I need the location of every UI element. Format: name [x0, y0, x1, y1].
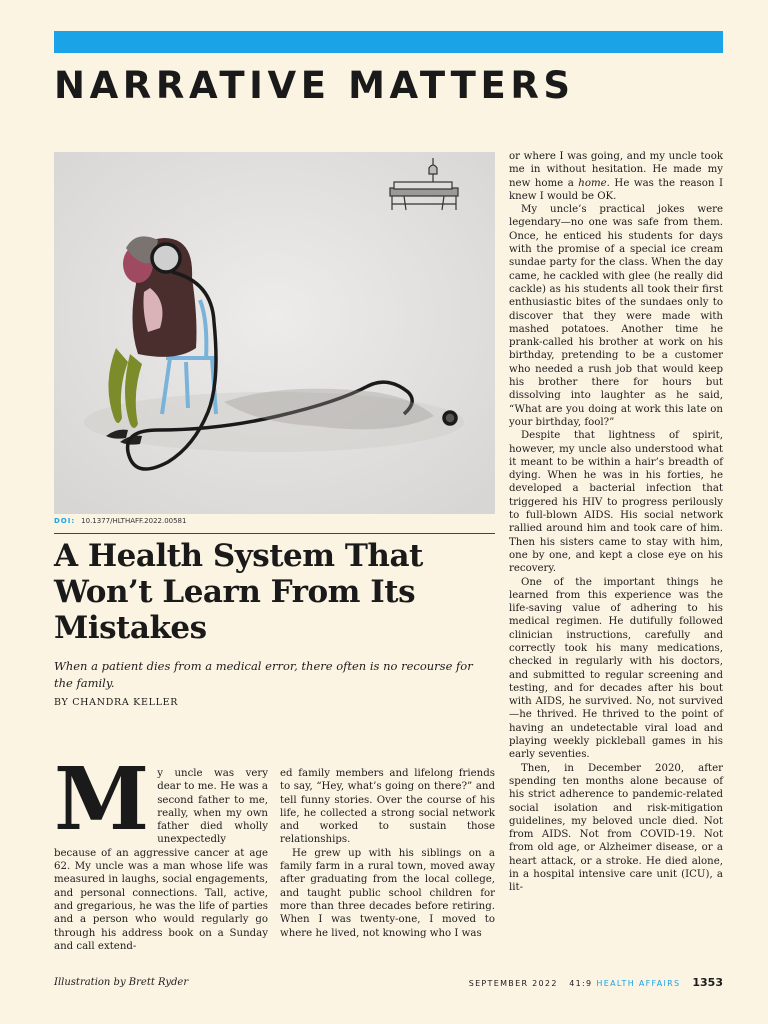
paragraph: My uncle’s practical jokes were legendary—no one was safe from them. Once, he enticed his students for days with the promise of a special ice cream sundae party for the class. When the day came, he cackled with glee (he really did cackle) as his students all took their first enthusiastic bites of the sundaes only to discover that they were made with mashed potatoes. Another time he prank-called his brother at work on his birthday, pretending to be a customer who needed a rush job that would keep his brother there for hours but dissolving into laughter as he said, “What are you doing at work this late on your birthday, fool?”: [509, 204, 723, 428]
paragraph: He grew up with his siblings on a family farm in a rural town, moved away after graduating from the local college, and taught public school children for more than three decades before retiring. When I was twenty-one, I moved to where he lived, not knowing who I was: [280, 847, 495, 939]
page-footer: [54, 976, 723, 992]
body-column-1: [54, 749, 268, 953]
paragraph: Then, in December 2020, after spending ten months alone because of his strict adherence to pandemic-related social isolation and risk-mitigation guidelines, my beloved uncle died. Not from AIDS. Not from COVID-19. Not from old age, or Alzheimer disease, or a heart attack, or a stroke. He died alone, in a hospital intensive care unit (ICU), a lit-: [509, 762, 723, 894]
body-column-2: [280, 767, 495, 940]
paragraph: One of the important things he learned from this experience was the life-saving value of adhering to his medical regimen. He dutifully followed clinician instructions, carefully and correctly took his many medications, checked in regularly with his doctors, and submitted to regular screening and testing, and for decades after his bout with AIDS, he survived. No, not survived—he thrived. He thrived to the point of having an undetectable viral load and playing weekly pickleball games in his early seventies.: [509, 576, 723, 761]
footer-issue-info: [469, 976, 723, 989]
section-color-bar: [54, 31, 723, 53]
paragraph: [509, 150, 723, 203]
doi-line: [54, 517, 186, 525]
headline-divider: [54, 533, 495, 534]
article-byline: BY CHANDRA KELLER: [54, 697, 179, 708]
page-number: 1353: [692, 976, 723, 989]
issue-date: SEPTEMBER 2022 41:9: [468, 979, 593, 988]
doi-label: DOI:: [54, 517, 76, 525]
article-illustration: [54, 152, 495, 514]
section-title: NARRATIVE MATTERS: [54, 64, 575, 107]
paragraph: Despite that lightness of spirit, however, my uncle also understood what it meant to be within a hair’s breadth of dying. When he was in his forties, he developed a bacterial infection that triggered his HIV to progress perilously to full-blown AIDS. His social network rallied around him and took care of him. Then his sisters came to stay with him, one by one, and kept a close eye on his recovery.: [509, 430, 723, 575]
body-column-3: [509, 150, 723, 895]
paragraph: y uncle was very dear to me. He was a second father to me, really, when my own father died wholly unexpectedly because of an aggressive cancer at age 62. My uncle was a man whose life was measured in laughs, social engagements, and personal connections. Tall, active, and gregarious, he was the life of parties and a person who would regularly go through his address book on a Sunday and call extend-: [54, 768, 268, 952]
article-dek: When a patient dies from a medical error, there often is no recourse for the family.: [54, 659, 473, 690]
paragraph-text: or where I was going, and my uncle took me in without hesitation. He made my new home a: [509, 151, 723, 189]
doi-value[interactable]: 10.1377/HLTHAFF.2022.00581: [81, 517, 187, 525]
drop-cap: M: [54, 749, 150, 850]
paragraph-text: He was the reason I knew I would be OK.: [509, 177, 723, 202]
article-headline: A Health System That Won’t Learn From Its Mistakes: [54, 538, 423, 646]
illustration-credit: Illustration by Brett Ryder: [54, 977, 189, 988]
paragraph: ed family members and lifelong friends to say, “Hey, what’s going on there?” and tell funny stories. Over the course of his life, he collected a strong social network and worked to sustain those relationships.: [280, 768, 495, 846]
illustration-drawing: [54, 152, 495, 514]
emphasis-text: home.: [578, 177, 610, 189]
journal-name: HEALTH AFFAIRS: [596, 979, 681, 988]
